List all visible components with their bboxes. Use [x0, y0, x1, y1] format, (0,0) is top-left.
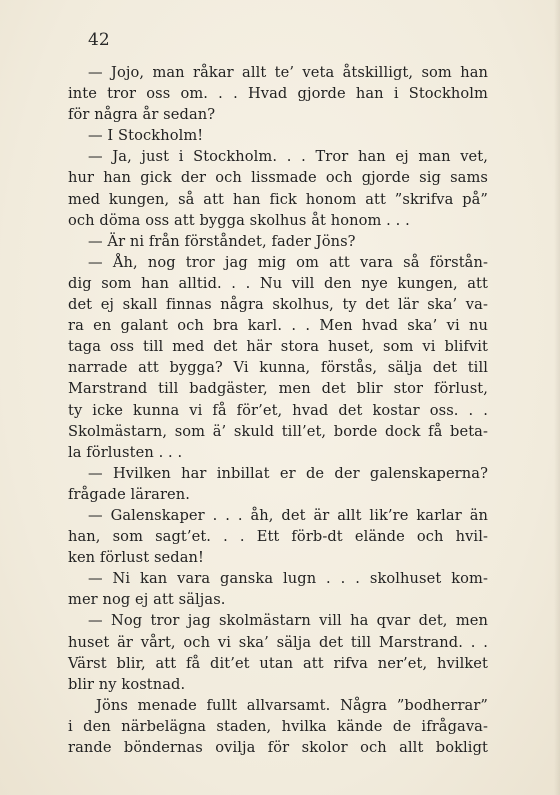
text-line: — Ja, just i Stockholm. . . Tror han ej man vet, — [88, 148, 488, 166]
text-line: Skolmästarn, som ä’ skuld till’et, borde dock få beta- — [68, 422, 488, 440]
body-text — [68, 62, 488, 758]
text-line: ken förlust sedan! — [68, 549, 204, 567]
text-line: — Nog tror jag skolmästarn vill ha qvar det, men — [88, 612, 488, 630]
text-line: dig som han alltid. . . Nu vill den nye kungen, att — [68, 274, 488, 292]
text-line: narrade att bygga? Vi kunna, förstås, sälja det till — [68, 359, 488, 377]
text-line: han, som sagt’et. . . Ett förb-dt elände och hvil- — [68, 528, 488, 546]
text-line: — Ni kan vara ganska lugn . . . skolhuset kom- — [88, 570, 488, 588]
text-line: det ej skall finnas några skolhus, ty det lär ska’ va- — [68, 296, 488, 314]
text-line: blir ny kostnad. — [68, 675, 186, 693]
text-line: — Åh, nog tror jag mig om att vara så förstån- — [88, 253, 488, 271]
page-edge-shadow — [554, 0, 560, 795]
page-number: 42 — [88, 30, 110, 50]
text-line: Jöns menade fullt allvarsamt. Några ”bodherrar” — [96, 696, 488, 714]
text-line: rande böndernas ovilja för skolor och allt bokligt — [68, 739, 488, 756]
text-line: — Galenskaper . . . åh, det är allt lik’re karlar än — [88, 506, 488, 524]
text-line: frågade läraren. — [68, 485, 191, 503]
text-line: — Hvilken har inbillat er de der galenskaperna? — [88, 464, 488, 482]
text-line: taga oss till med det här stora huset, som vi blifvit — [68, 338, 488, 356]
text-line: ty icke kunna vi få för’et, hvad det kostar oss. . . — [68, 401, 488, 419]
text-line: — Jojo, man råkar allt te’ veta åtskilligt, som han — [88, 64, 488, 81]
text-line: och döma oss att bygga skolhus åt honom . . . — [68, 211, 410, 229]
text-line: Marstrand till badgäster, men det blir stor förlust, — [68, 380, 488, 398]
text-line: Värst blir, att få dit’et utan att rifva ner’et, hvilket — [68, 654, 488, 672]
text-line: — Är ni från förståndet, fader Jöns? — [88, 232, 356, 250]
text-line: — I Stockholm! — [88, 127, 204, 145]
text-line: med kungen, så att han fick honom att ”skrifva på” — [68, 190, 488, 208]
text-line: la förlusten . . . — [68, 443, 183, 461]
text-line: inte tror oss om. . . Hvad gjorde han i Stockholm — [68, 85, 488, 103]
text-line: i den närbelägna staden, hvilka kände de ifrågava- — [68, 717, 488, 735]
text-line: för några år sedan? — [68, 106, 216, 124]
text-line: hur han gick der och lissmade och gjorde sig sams — [68, 169, 488, 187]
text-line: mer nog ej att säljas. — [68, 591, 226, 609]
text-line: huset är vårt, och vi ska’ sälja det till Marstrand. . . — [68, 633, 488, 651]
text-line: ra en galant och bra karl. . . Men hvad ska’ vi nu — [68, 317, 488, 335]
